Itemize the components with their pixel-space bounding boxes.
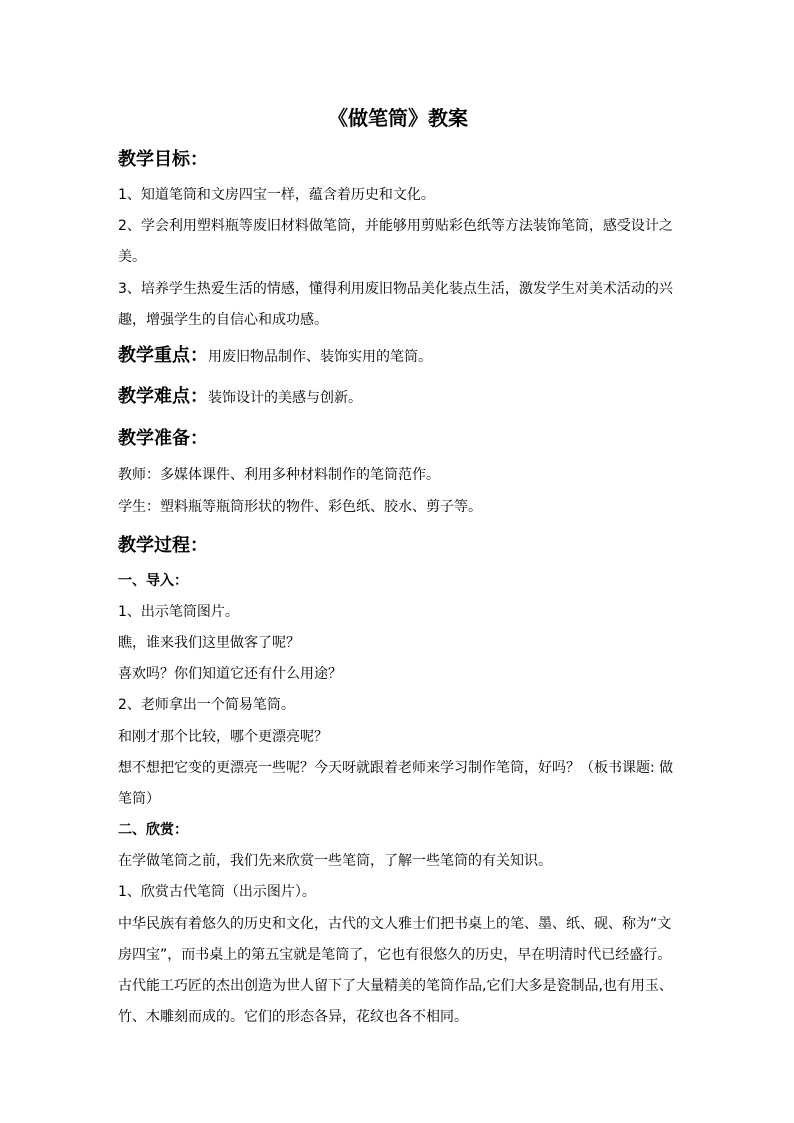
intro-line-2: 瞧，谁来我们这里做客了呢？: [118, 635, 300, 651]
goal-3-line-1: 3、培养学生热爱生活的情感，懂得利用废旧物品美化装点生活，激发学生对美术活动的兴: [118, 281, 673, 297]
appreciate-line-4b: 竹、木雕刻而成的。它们的形态各异，花纹也各不相同。: [118, 1009, 468, 1025]
appreciate-line-1: 在学做笔筒之前，我们先来欣赏一些笔筒，了解一些笔筒的有关知识。: [118, 853, 552, 869]
key-point-label: 教学重点：: [118, 345, 208, 366]
prep-student: 学生：塑料瓶等瓶筒形状的物件、彩色纸、胶水、剪子等。: [118, 499, 482, 515]
key-point-line: [118, 346, 678, 367]
goal-2-line-1: 2、学会利用塑料瓶等废旧材料做笔筒，并能够用剪贴彩色纸等方法装饰笔筒，感受设计之: [118, 218, 673, 234]
intro-line-1: 1、出示笔筒图片。: [118, 604, 239, 620]
appreciate-line-3b: 房四宝”，而书桌上的第五宝就是笔筒了，它也有很悠久的历史，早在明清时代已经盛行。: [118, 947, 672, 963]
difficulty-label: 教学难点：: [118, 386, 208, 407]
goals-heading: 教学目标：: [118, 149, 208, 170]
intro-heading: 一、导入：: [118, 573, 188, 589]
appreciate-line-3a: 中华民族有着悠久的历史和文化，古代的文人雅士们把书桌上的笔、墨、纸、砚、称为“文: [118, 916, 672, 932]
difficulty-text: 装饰设计的美感与创新。: [208, 390, 362, 406]
appreciate-line-2: 1、欣赏古代笔筒（出示图片）。: [118, 884, 316, 900]
intro-line-6a: 想不想把它变的更漂亮一些呢？今天呀就跟着老师来学习制作笔筒，好吗？（板书课题: 做: [118, 760, 674, 776]
intro-line-3: 喜欢吗？你们知道它还有什么用途？: [118, 666, 342, 682]
intro-line-6b: 笔筒）: [118, 791, 160, 807]
goal-3-line-2: 趣，增强学生的自信心和成功感。: [118, 312, 328, 328]
difficulty-line: [118, 387, 678, 408]
process-heading: 教学过程：: [118, 535, 208, 556]
prep-teacher: 教师：多媒体课件、利用多种材料制作的笔筒范作。: [118, 467, 440, 483]
appreciate-heading: 二、欣赏：: [118, 822, 188, 838]
goal-2-line-2: 美。: [118, 249, 146, 265]
intro-line-4: 2、老师拿出一个简易笔筒。: [118, 697, 295, 713]
appreciate-line-4a: 古代能工巧匠的杰出创造为世人留下了大量精美的笔筒作品,它们大多是瓷制品,也有用玉、: [118, 978, 673, 994]
goal-1: 1、知道笔筒和文房四宝一样，蕴含着历史和文化。: [118, 187, 435, 203]
intro-line-5: 和刚才那个比较，哪个更漂亮呢？: [118, 729, 328, 745]
document-title: 《做笔筒》教案: [328, 106, 468, 130]
key-point-text: 用废旧物品制作、装饰实用的笔筒。: [208, 349, 432, 365]
prep-heading: 教学准备：: [118, 428, 208, 449]
